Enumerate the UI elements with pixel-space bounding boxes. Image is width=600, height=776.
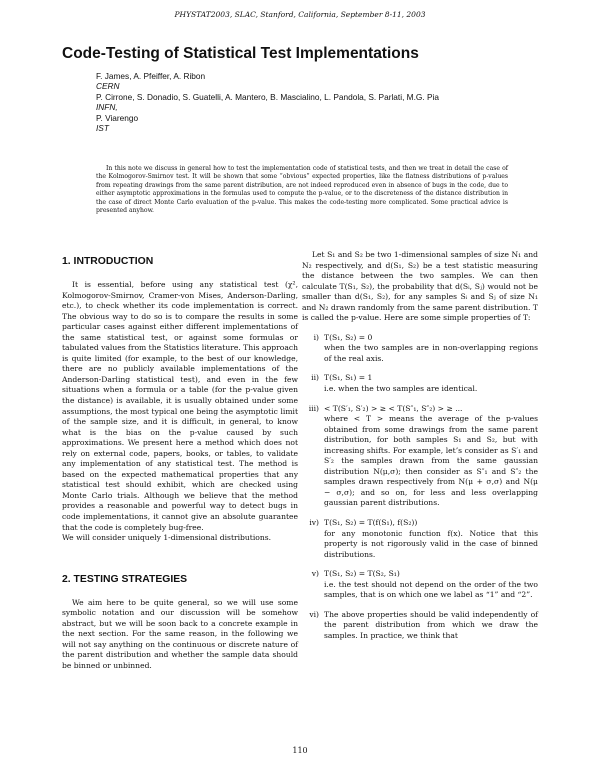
item-formula: T(S₁, S₂) = T(S₂, S₁) (324, 569, 400, 579)
item-text: i.e. the test should not depend on the order of the two samples, that is on which one we label as “1” and “2”. (324, 579, 538, 600)
item-label: iv) (309, 518, 319, 528)
list-item (302, 333, 538, 365)
abstract: In this note we discuss in general how to test the implementation code of statistical tests, and then we treat in detail the case of the Kolmogorov-Smirnov test. It will be shown that some “obvious” expected properties, like the flatness distributions of p-values from repeating drawings from the same parent distribution, are not indeed reproduced even in absence of bugs in the code, due to either asymptotic approximations in the formulas used to compute the p-value, or to the discreteness of the distance distribution in the case of direct Monte Carlo evaluation of the p-value. This makes the code-testing more complicated. Some practical advice is presented anyhow. (96, 165, 508, 215)
author-institution: INFN, (96, 102, 118, 113)
item-label: ii) (311, 373, 319, 383)
item-formula: < T(S′₁, S′₂) > ≥ < T(S″₁, S″₂) > ≥ ... (324, 403, 463, 413)
intro-paragraph: We will consider uniquely 1-dimensional distributions. (62, 533, 272, 543)
right-column (302, 250, 538, 642)
list-item (302, 404, 538, 509)
item-label: i) (313, 332, 319, 342)
item-label: v) (311, 569, 319, 579)
author-names: P. Cirrone, S. Donadio, S. Guatelli, A. Mantero, B. Mascialino, L. Pandola, S. Parlati, M.G. Pia (96, 91, 439, 102)
item-text: The above properties should be valid independently of the parent distribution from which we draw the samples. In practice, we think that (324, 609, 538, 640)
item-text: when the two samples are in non-overlapping regions of the real axis. (324, 343, 538, 363)
intro-paragraph: It is essential, before using any statistical test (χ², Kolmogorov-Smirnov, Cramer-von Mises, Anderson-Darling, etc.), to check whether its code implementation is correct. The obvious way to do so is to compare the results in some particular cases against either different implementations of the same statistical test, or against some formulas or tabulated values from the Statistics literature. This approach is quite limited (for example, to the best of our knowledge, there are no publicly available implementations of the Anderson-Darling statistical test), and even in the few situations when a formula or a table (for the p-value given the distance) is available, it is usually obtained under some assumptions, the most typical one being the asymptotic limit of the sample size, and it is difficult, in general, to know what is the bias on the p-value caused by such approximations. We present here a method which does not rely on external code, papers, books, or tables, to validate any implementation of any statistical test. The method is based on the expected mathematical properties that any statistical test should exhibit, which are checked using Monte Carlo trials. Although we believe that the method provides a reasonable and powerful way to detect bugs in code implementations, it cannot give an absolute guarantee that the code is completely bug-free. (62, 280, 298, 532)
item-text: for any monotonic function f(x). Notice that this property is not rigorously valid in the case of binned distributions. (324, 528, 538, 559)
item-label: vi) (309, 609, 319, 619)
item-text: i.e. when the two samples are identical. (324, 384, 478, 394)
author-names: P. Viarengo (96, 112, 139, 123)
author-institution: CERN (96, 81, 120, 92)
item-formula: T(S₁, S₁) = 1 (324, 373, 373, 383)
list-item (302, 518, 538, 560)
item-label: iii) (308, 403, 319, 413)
author-institution: IST (96, 123, 109, 134)
properties-intro-paragraph: Let S₁ and S₂ be two 1-dimensional samples of size N₁ and N₂ respectively, and d(S₁, S₂) be a test statistic measuring the distance between the two samples. We can then calculate T(S₁, S₂), the probability that d(Sᵢ, Sⱼ) would not be smaller than d(S₁, S₂), for any samples Sᵢ and Sⱼ of size N₁ and N₂ drawn randomly from the same parent distribution. T is called the p-value. Here are some simple properties of T: (302, 250, 538, 323)
left-column (62, 250, 298, 672)
properties-list (302, 333, 538, 642)
section-heading-testing-strategies: 2. TESTING STRATEGIES (62, 573, 188, 585)
strategies-paragraph: We aim here to be quite general, so we will use some symbolic notation and our discussion will be somehow abstract, but we will be soon back to a concrete example in the next section. For the same reason, in the following we will not say anything on the continuous or discrete nature of the parent distribution and whether the sample data should be binned or unbinned. (62, 597, 298, 670)
item-text: where < T > means the average of the p-values obtained from some drawings from the same parent distribution, for both samples S₁ and S₂, but with increasing shifts. For example, let’s consider as S′₁ and S′₂ the samples drawn from the same gaussian distribution N(μ,σ); then consider as S″₁ and S″₂ the samples drawn respectively from N(μ + σ,σ) and N(μ − σ,σ); and so on, for less and less overlapping gaussian parent distributions. (324, 414, 538, 508)
item-formula: T(S₁, S₂) = T(f(S₁), f(S₂)) (324, 518, 418, 528)
list-item (302, 373, 538, 394)
running-head: PHYSTAT2003, SLAC, Stanford, California, September 8-11, 2003 (174, 10, 426, 19)
author-names: F. James, A. Pfeiffer, A. Ribon (96, 71, 206, 81)
page-number: 110 (292, 746, 308, 755)
section-heading-introduction: 1. INTRODUCTION (62, 256, 154, 267)
list-item (302, 610, 538, 642)
list-item (302, 569, 538, 601)
paper-title: Code-Testing of Statistical Test Implementations (62, 45, 419, 62)
item-formula: T(S₁, S₂) = 0 (324, 332, 373, 342)
author-block (96, 71, 556, 133)
